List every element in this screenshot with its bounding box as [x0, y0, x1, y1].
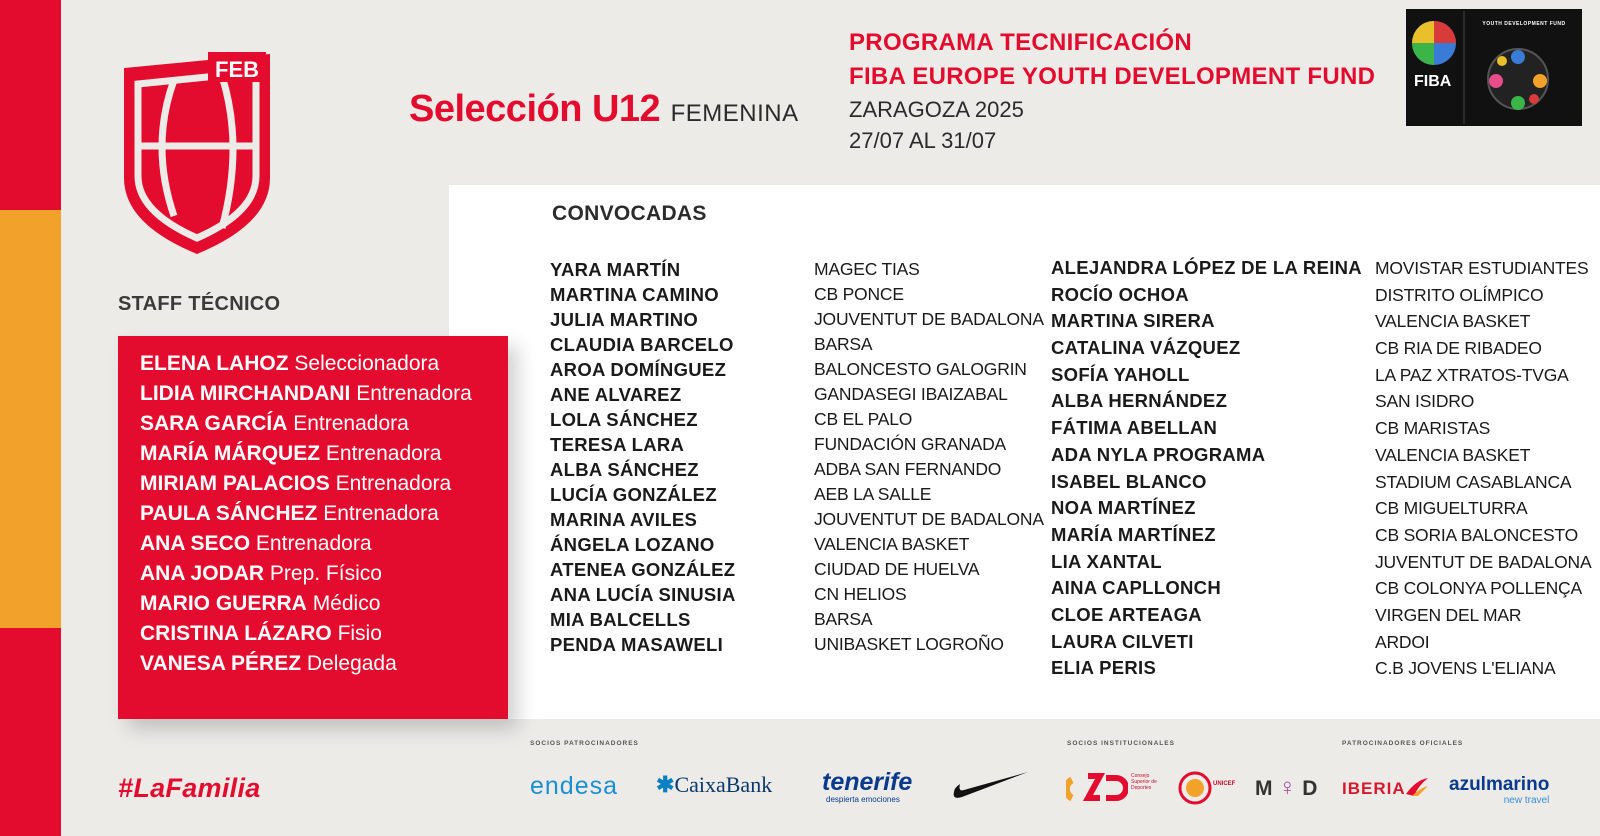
- player-club: CB SORIA BALONCESTO: [1375, 524, 1579, 545]
- staff-title: STAFF TÉCNICO: [118, 293, 281, 315]
- player-name: ALEJANDRA LÓPEZ DE LA REINA: [1051, 257, 1362, 278]
- player-club: UNIBASKET LOGROÑO: [814, 634, 1004, 654]
- player-club: CB MARISTAS: [1375, 418, 1491, 439]
- player-club: CB EL PALO: [814, 409, 913, 429]
- staff-member: [140, 529, 472, 559]
- staff-member-role: Entrenadora: [255, 532, 372, 555]
- staff-member: [140, 469, 472, 499]
- player-club: GANDASEGI IBAIZABAL: [814, 384, 1008, 404]
- player-name: ANE ALVAREZ: [550, 384, 682, 405]
- player-name: ANA LUCÍA SINUSIA: [550, 584, 736, 605]
- player-name: ROCÍO OCHOA: [1051, 283, 1189, 305]
- endesa-logo: endesa: [530, 772, 619, 800]
- convocadas-title: CONVOCADAS: [552, 202, 707, 225]
- player-club: BARSA: [814, 609, 873, 629]
- player-name: TERESA LARA: [550, 434, 685, 455]
- staff-member-name: SARA GARCÍA: [140, 412, 288, 435]
- fundacion-emblem-icon: [1177, 770, 1213, 806]
- player-club: SAN ISIDRO: [1375, 391, 1475, 412]
- player-club: STADIUM CASABLANCA: [1375, 471, 1572, 492]
- iberia-wing-icon: [1404, 776, 1430, 798]
- staff-member: [140, 589, 472, 619]
- staff-member-role: Seleccionadora: [294, 352, 440, 375]
- player-club: BARSA: [814, 334, 873, 354]
- fundacion-text: UNICEF: [1213, 781, 1236, 787]
- player-club: FUNDACIÓN GRANADA: [814, 434, 1007, 454]
- md-m: M: [1255, 777, 1273, 800]
- caixabank-star-icon: ✱: [656, 772, 675, 797]
- player-name: ALBA HERNÁNDEZ: [1051, 390, 1228, 412]
- player-club: VALENCIA BASKET: [814, 534, 970, 554]
- player-name: ELIA PERIS: [1051, 657, 1157, 679]
- fiba-ydf-text: YOUTH DEVELOPMENT FUND: [1482, 21, 1566, 27]
- player-name: MARINA AVILES: [550, 509, 698, 530]
- staff-member: [140, 439, 472, 469]
- player-name: LIA XANTAL: [1051, 550, 1162, 572]
- caixabank-text: CaixaBank: [674, 772, 773, 797]
- player-club: CB COLONYA POLLENÇA: [1375, 578, 1582, 599]
- player-name: JULIA MARTINO: [550, 309, 699, 330]
- player-club: VALENCIA BASKET: [1375, 311, 1531, 332]
- player-name: PENDA MASAWELI: [550, 634, 724, 655]
- staff-member: [140, 559, 472, 589]
- player-name: LOLA SÁNCHEZ: [550, 409, 698, 430]
- md-d: D: [1302, 777, 1318, 800]
- player-club: AEB LA SALLE: [814, 484, 932, 504]
- player-name: SOFÍA YAHOLL: [1051, 363, 1190, 385]
- players-left-clubs: [814, 257, 1044, 657]
- staff-member-name: MARIO GUERRA: [140, 592, 307, 615]
- md-logo: [1255, 774, 1317, 802]
- tenerife-tagline: despierta emociones: [826, 795, 900, 804]
- staff-member-role: Entrenadora: [325, 442, 442, 465]
- staff-member-role: Entrenadora: [356, 382, 472, 405]
- md-figure-icon: ♀: [1278, 774, 1297, 801]
- label-socios-institucionales: SOCIOS INSTITUCIONALES: [1067, 740, 1175, 747]
- staff-member-name: MARÍA MÁRQUEZ: [140, 442, 321, 465]
- program-location: ZARAGOZA 2025: [849, 97, 1024, 122]
- staff-member: [140, 649, 472, 679]
- staff-list: [140, 349, 472, 679]
- player-club: CB PONCE: [814, 284, 904, 304]
- staff-member-role: Entrenadora: [335, 472, 452, 495]
- nike-swoosh-icon: [950, 770, 1030, 800]
- player-club: MOVISTAR ESTUDIANTES: [1375, 258, 1589, 278]
- fiba-badge: [1406, 9, 1582, 126]
- program-info: [849, 26, 1375, 156]
- staff-member-name: ANA SECO: [140, 532, 251, 555]
- label-socios-patrocinadores: SOCIOS PATROCINADORES: [530, 740, 639, 747]
- staff-member: [140, 619, 472, 649]
- staff-member-role: Entrenadora: [293, 412, 409, 435]
- staff-member-name: ELENA LAHOZ: [140, 352, 289, 375]
- azulmarino-tagline: new travel: [1503, 795, 1550, 806]
- title-sub: FEMENINA: [670, 100, 799, 127]
- side-stripe-yellow: [0, 210, 61, 628]
- tenerife-text: tenerife: [822, 768, 913, 796]
- player-club: BALONCESTO GALOGRIN: [814, 359, 1027, 379]
- player-name: FÁTIMA ABELLAN: [1051, 417, 1218, 439]
- staff-member-name: CRISTINA LÁZARO: [140, 622, 332, 645]
- player-name: MARTINA CAMINO: [550, 284, 719, 305]
- staff-member-name: VANESA PÉREZ: [140, 652, 302, 675]
- player-name: LUCÍA GONZÁLEZ: [550, 484, 717, 505]
- player-club: CB RIA DE RIBADEO: [1375, 338, 1542, 359]
- player-name: ATENEA GONZÁLEZ: [550, 559, 736, 580]
- side-stripe-red-bottom: [0, 628, 61, 836]
- caixabank-logo: [656, 772, 772, 798]
- player-name: MIA BALCELLS: [550, 609, 691, 630]
- player-club: VALENCIA BASKET: [1375, 444, 1531, 465]
- azulmarino-text: azulmarino: [1449, 774, 1550, 795]
- feb-logo: [116, 46, 278, 256]
- player-name: AINA CAPLLONCH: [1051, 577, 1222, 599]
- iberia-logo: IBERIA: [1342, 779, 1406, 798]
- staff-member-role: Entrenadora: [323, 502, 439, 525]
- player-name: ISABEL BLANCO: [1051, 470, 1207, 492]
- csd-label: Consejo Superior de Deportes: [1131, 773, 1157, 791]
- player-name: YARA MARTÍN: [550, 259, 681, 280]
- player-club: LA PAZ XTRATOS-TVGA: [1375, 364, 1569, 385]
- player-name: LAURA CILVETI: [1051, 630, 1194, 652]
- side-stripe-red-top: [0, 0, 61, 210]
- tenerife-logo: [822, 770, 912, 804]
- player-club: JOUVENTUT DE BADALONA: [814, 509, 1044, 529]
- staff-member-role: Fisio: [337, 622, 382, 645]
- program-dates: 27/07 AL 31/07: [849, 128, 997, 153]
- player-name: MARTINA SIRERA: [1051, 310, 1215, 332]
- feb-logo-text: FEB: [215, 57, 259, 82]
- staff-member: [140, 379, 472, 409]
- player-club: JOUVENTUT DE BADALONA: [814, 309, 1044, 329]
- player-name: MARÍA MARTÍNEZ: [1051, 523, 1216, 545]
- player-club: CN HELIOS: [814, 584, 907, 604]
- player-club: ARDOI: [1375, 631, 1430, 652]
- staff-member-role: Delegada: [306, 652, 397, 675]
- player-club: VIRGEN DEL MAR: [1375, 604, 1522, 625]
- players-right-clubs: [1375, 255, 1591, 682]
- player-name: NOA MARTÍNEZ: [1051, 497, 1196, 519]
- staff-member: [140, 349, 472, 379]
- title-main: Selección U12: [409, 88, 661, 130]
- staff-member-name: PAULA SÁNCHEZ: [140, 502, 318, 525]
- staff-member-name: MIRIAM PALACIOS: [140, 472, 330, 495]
- player-name: ÁNGELA LOZANO: [550, 534, 715, 555]
- page-title: [409, 88, 799, 131]
- player-club: JUVENTUT DE BADALONA: [1375, 551, 1592, 572]
- player-club: ADBA SAN FERNANDO: [814, 459, 1002, 479]
- label-patrocinadores-oficiales: PATROCINADORES OFICIALES: [1342, 740, 1464, 747]
- staff-member: [140, 409, 472, 439]
- player-club: CB MIGUELTURRA: [1375, 498, 1528, 519]
- azulmarino-logo: [1449, 775, 1549, 806]
- player-name: AROA DOMÍNGUEZ: [550, 359, 727, 380]
- player-club: C.B JOVENS L'ELIANA: [1375, 658, 1556, 679]
- hashtag: #LaFamilia: [118, 773, 261, 803]
- player-name: CLOE ARTEAGA: [1051, 603, 1202, 625]
- player-name: ALBA SÁNCHEZ: [550, 459, 699, 480]
- program-line2: FIBA EUROPE YOUTH DEVELOPMENT FUND: [849, 63, 1376, 90]
- staff-member-name: ANA JODAR: [140, 562, 265, 585]
- player-name: CLAUDIA BARCELO: [550, 334, 734, 355]
- staff-member: [140, 499, 472, 529]
- player-name: CATALINA VÁZQUEZ: [1051, 337, 1241, 359]
- staff-member-role: Médico: [312, 592, 381, 615]
- player-club: DISTRITO OLÍMPICO: [1375, 284, 1544, 305]
- program-line1: PROGRAMA TECNIFICACIÓN: [849, 29, 1193, 56]
- fiba-text: FIBA: [1414, 73, 1452, 90]
- staff-member-role: Prep. Físico: [269, 562, 382, 585]
- csd-logo: [1066, 770, 1128, 804]
- players-right-names: [1051, 255, 1362, 682]
- player-club: MAGEC TIAS: [814, 259, 920, 279]
- players-left-names: [550, 257, 736, 657]
- staff-member-name: LIDIA MIRCHANDANI: [140, 382, 351, 405]
- player-club: CIUDAD DE HUELVA: [814, 559, 980, 579]
- player-name: ADA NYLA PROGRAMA: [1051, 443, 1266, 465]
